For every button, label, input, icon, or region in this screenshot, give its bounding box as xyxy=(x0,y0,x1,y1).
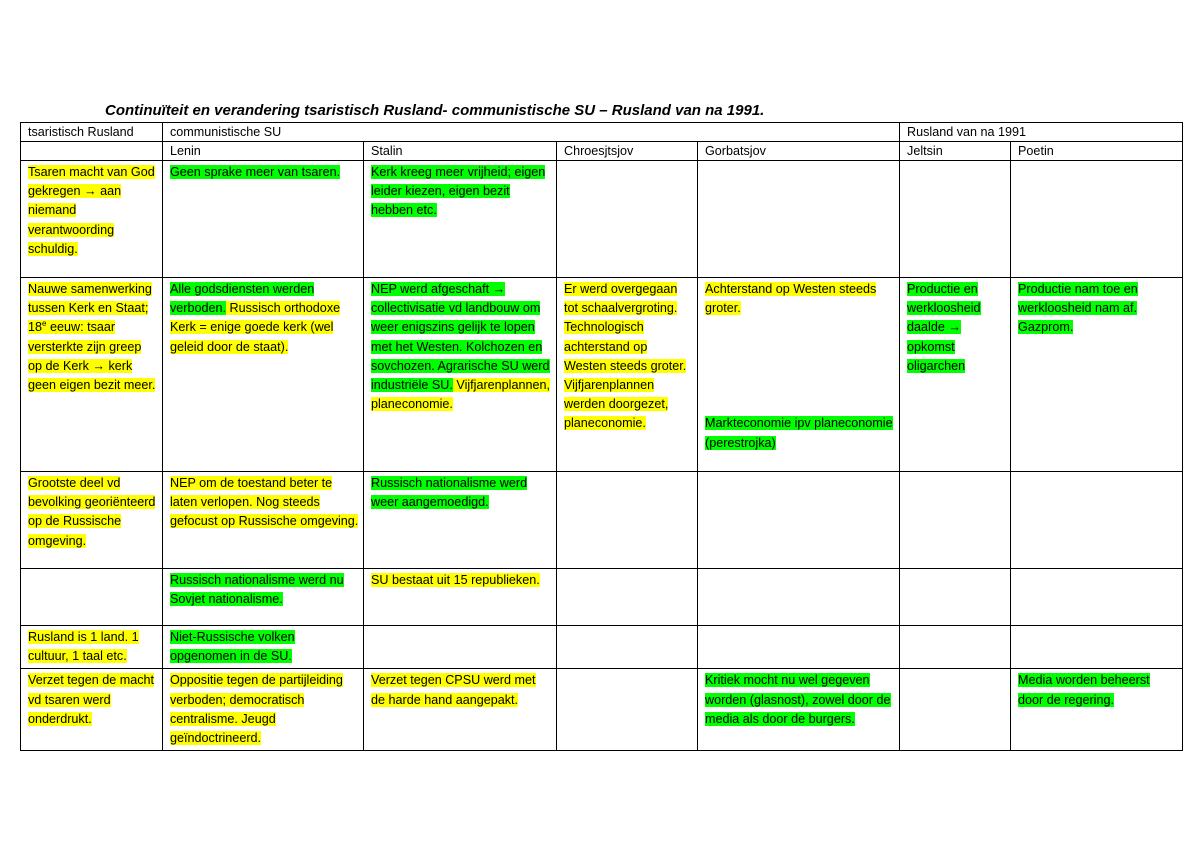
highlight-text: NEP om de toestand beter te laten verlopen. Nog steeds gefocust op Russische omgeving. xyxy=(170,476,359,529)
cell-jeltsin xyxy=(900,161,1011,278)
cell-gorbatsjov xyxy=(698,569,900,626)
cell-stalin xyxy=(364,278,557,472)
cell-gorbatsjov xyxy=(698,472,900,569)
highlight-text: Productie nam toe en werkloosheid nam af. Gazprom. xyxy=(1018,282,1138,335)
cell-tsar xyxy=(21,669,163,751)
highlight-text: NEP werd afgeschaft → collectivisatie vd landbouw om weer enigszins gelijk te lopen met het Westen. Kolchozen en sovchozen. Agrarische SU werd industriële SU. xyxy=(371,282,550,393)
header-stalin: Stalin xyxy=(364,142,557,161)
cell-chroesjtsjov xyxy=(557,669,698,751)
cell-chroesjtsjov xyxy=(557,569,698,626)
comparison-table xyxy=(20,122,1183,751)
cell-jeltsin xyxy=(900,569,1011,626)
table-row xyxy=(21,472,1183,569)
highlight-text: Er werd overgegaan tot schaalvergroting. Technologisch achterstand op Westen steeds groter. Vijfjarenplannen werden doorgezet, planeconomie. xyxy=(564,282,687,431)
cell-lenin xyxy=(163,669,364,751)
cell-jeltsin xyxy=(900,278,1011,472)
cell-chroesjtsjov xyxy=(557,626,698,669)
cell-gorbatsjov xyxy=(698,161,900,278)
table-row xyxy=(21,626,1183,669)
spacer xyxy=(705,318,895,414)
highlight-text: Kritiek mocht nu wel gegeven worden (glasnost), zowel door de media als door de burgers. xyxy=(705,673,891,726)
table-row xyxy=(21,569,1183,626)
highlight-text: Russisch orthodoxe Kerk = enige goede kerk (wel geleid door de staat). xyxy=(170,301,341,354)
highlight-text: Russisch nationalisme werd nu Sovjet nationalisme. xyxy=(170,573,344,607)
cell-lenin xyxy=(163,161,364,278)
cell-poetin xyxy=(1011,569,1183,626)
cell-lenin xyxy=(163,626,364,669)
cell-tsar xyxy=(21,626,163,669)
highlight-text: Niet-Russische volken opgenomen in de SU. xyxy=(170,630,295,664)
highlight-text: Markteconomie ipv planeconomie (perestrojka) xyxy=(705,416,893,450)
header-empty xyxy=(21,142,163,161)
cell-gorbatsjov xyxy=(698,278,900,472)
cell-gorbatsjov xyxy=(698,626,900,669)
document-title: Continuïteit en verandering tsaristisch Rusland- communistische SU – Rusland van na 1991. xyxy=(105,102,765,119)
cell-chroesjtsjov xyxy=(557,278,698,472)
highlight-text: Verzet tegen de macht vd tsaren werd onderdrukt. xyxy=(28,673,155,726)
highlight-text: Verzet tegen CPSU werd met de harde hand aangepakt. xyxy=(371,673,536,707)
table-row xyxy=(21,669,1183,751)
header-tsaristisch-rusland: tsaristisch Rusland xyxy=(21,123,163,142)
highlight-text: Alle godsdiensten werden verboden. xyxy=(170,282,315,316)
cell-stalin xyxy=(364,161,557,278)
table-row xyxy=(21,278,1183,472)
cell-lenin xyxy=(163,472,364,569)
cell-poetin xyxy=(1011,626,1183,669)
cell-poetin xyxy=(1011,161,1183,278)
cell-lenin xyxy=(163,569,364,626)
cell-stalin xyxy=(364,472,557,569)
cell-tsar xyxy=(21,569,163,626)
cell-poetin xyxy=(1011,669,1183,751)
table-row xyxy=(21,161,1183,278)
highlight-text: Russisch nationalisme werd weer aangemoedigd. xyxy=(371,476,528,510)
header-communistische-su: communistische SU xyxy=(163,123,900,142)
cell-chroesjtsjov xyxy=(557,472,698,569)
cell-stalin xyxy=(364,669,557,751)
header-gorbatsjov: Gorbatsjov xyxy=(698,142,900,161)
highlight-text: Media worden beheerst door de regering. xyxy=(1018,673,1150,707)
header-row-leaders xyxy=(21,142,1183,161)
highlight-text: SU bestaat uit 15 republieken. xyxy=(371,573,540,587)
cell-lenin xyxy=(163,278,364,472)
header-jeltsin: Jeltsin xyxy=(900,142,1011,161)
cell-jeltsin xyxy=(900,626,1011,669)
header-poetin: Poetin xyxy=(1011,142,1183,161)
header-lenin: Lenin xyxy=(163,142,364,161)
cell-jeltsin xyxy=(900,472,1011,569)
highlight-text: Geen sprake meer van tsaren. xyxy=(170,165,341,179)
header-rusland-na-1991: Rusland van na 1991 xyxy=(900,123,1183,142)
cell-stalin xyxy=(364,626,557,669)
highlight-text: Kerk kreeg meer vrijheid; eigen leider kiezen, eigen bezit hebben etc. xyxy=(371,165,546,218)
cell-gorbatsjov xyxy=(698,669,900,751)
highlight-text: Rusland is 1 land. 1 cultuur, 1 taal etc. xyxy=(28,630,139,664)
highlight-text: Tsaren macht van God gekregen → aan niemand verantwoording schuldig. xyxy=(28,165,155,256)
cell-tsar xyxy=(21,278,163,472)
highlight-text: Grootste deel vd bevolking georiënteerd op de Russische omgeving. xyxy=(28,476,156,548)
cell-poetin xyxy=(1011,472,1183,569)
cell-chroesjtsjov xyxy=(557,161,698,278)
highlight-text: Vijfjarenplannen, planeconomie. xyxy=(371,378,550,412)
cell-tsar xyxy=(21,472,163,569)
highlight-text: Productie en werkloosheid daalde → opkomst oligarchen xyxy=(907,282,981,373)
highlight-text: Achterstand op Westen steeds groter. xyxy=(705,282,877,316)
header-chroesjtsjov: Chroesjtsjov xyxy=(557,142,698,161)
cell-tsar xyxy=(21,161,163,278)
highlight-text: Oppositie tegen de partijleiding verboden; democratisch centralisme. Jeugd geïndoctrineerd. xyxy=(170,673,343,746)
cell-jeltsin xyxy=(900,669,1011,751)
cell-stalin xyxy=(364,569,557,626)
header-row-groups xyxy=(21,123,1183,142)
highlight-text: Nauwe samenwerking tussen Kerk en Staat; 18e eeuw: tsaar versterkte zijn greep op de Kerk → kerk geen eigen bezit meer. xyxy=(28,282,156,393)
cell-poetin xyxy=(1011,278,1183,472)
